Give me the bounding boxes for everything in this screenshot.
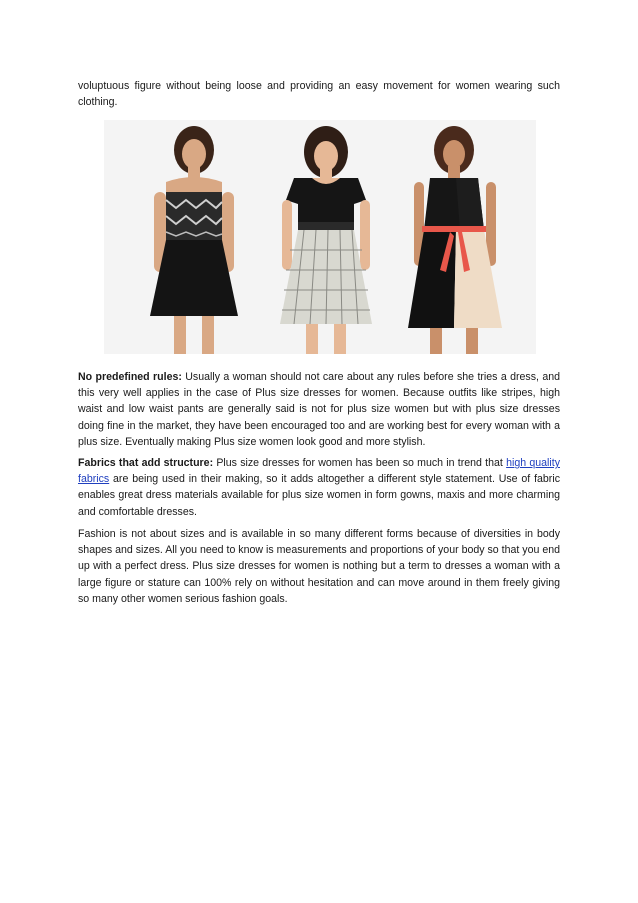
- section-heading: No predefined rules:: [78, 371, 182, 383]
- intro-paragraph: voluptuous figure without being loose and providing an easy movement for women wearing such clothing.: [78, 80, 560, 109]
- dress-models-illustration: [104, 120, 536, 354]
- section-fabrics-structure: [78, 455, 560, 520]
- section-heading: Fabrics that add structure:: [78, 457, 214, 469]
- section-body: are being used in their making, so it adds altogether a different style statement. Use of fabric enables great dress materials available for plus size women in form gowns, maxis and more charming and comfortable dresses.: [78, 473, 560, 518]
- high-quality-fabrics-link[interactable]: high quality fabrics: [78, 457, 560, 486]
- section-fashion-sizes: Fashion is not about sizes and is available in so many different forms because of diversities in body shapes and sizes. All you need to know is measurements and proportions of your body so that you end up with a perfect dress. Plus size dresses for women is nothing but a term to dresses a woman with a large figure or stature can 100% rely on without hesitation and can move around in them freely giving so many other women serious fashion goals.: [78, 528, 560, 605]
- section-body: Plus size dresses for women has been so much in trend that: [213, 457, 507, 469]
- section-no-predefined-rules: [78, 369, 560, 450]
- dress-models-photo: [104, 120, 536, 354]
- section-body: Usually a woman should not care about any rules before she tries a dress, and this very well applies in the case of Plus size dresses for women. Because outfits like stripes, high waist and low waist pants are generally said is not for plus size women but with plus size dresses doing fine in the market, they have been encouraged too and are working best for every woman with a plus size. Eventually making Plus size women look good and more stylish.: [78, 371, 561, 448]
